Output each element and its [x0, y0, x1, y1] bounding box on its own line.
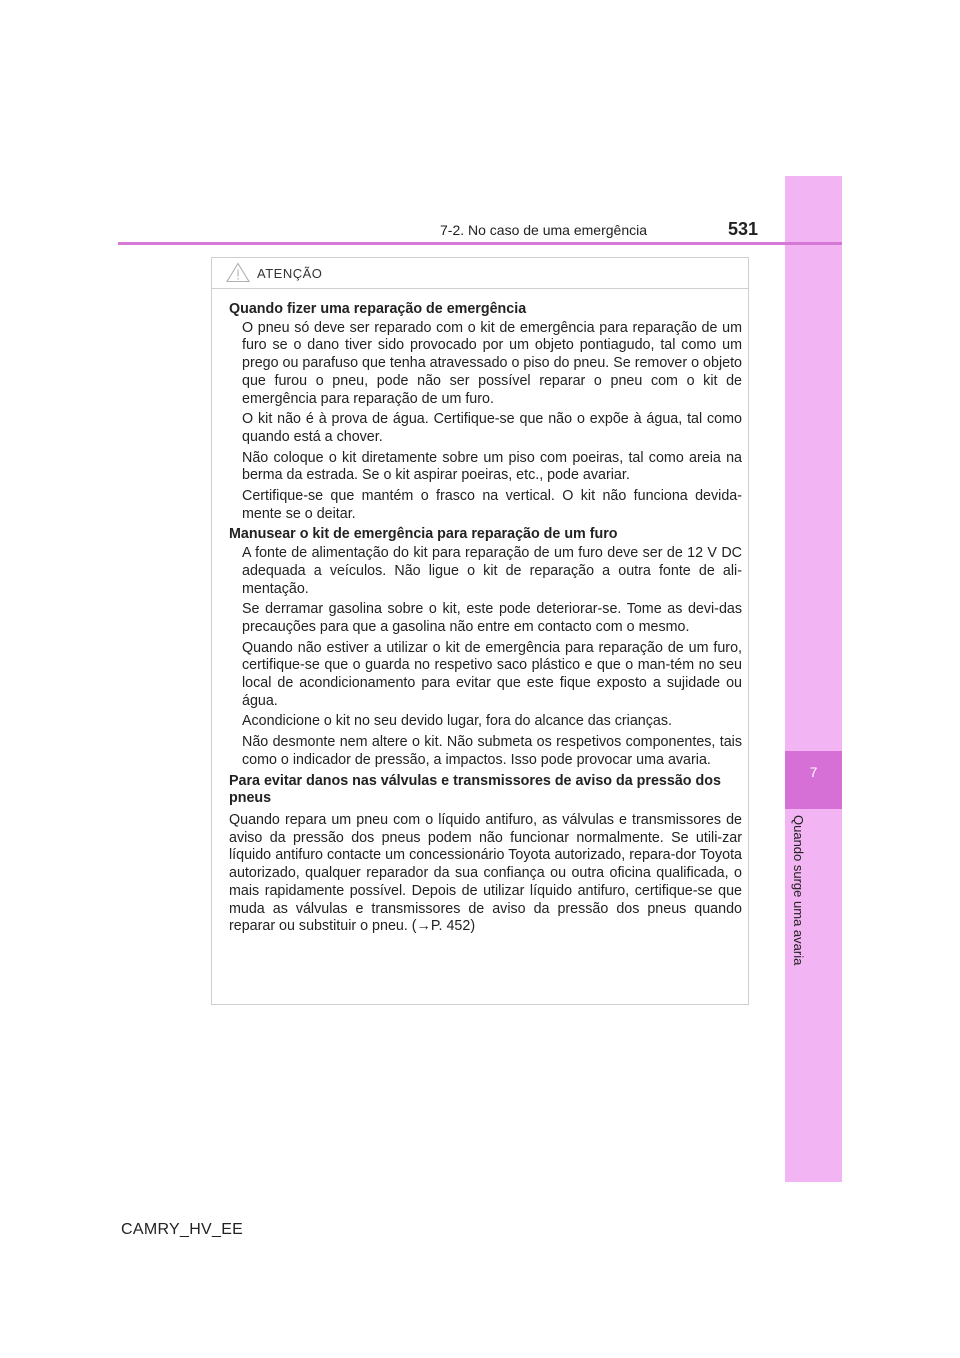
list-item: Acondicione o kit no seu devido lugar, fora do alcance das crianças. — [242, 713, 672, 730]
chapter-number-box — [785, 751, 842, 809]
section-heading: Quando fizer uma reparação de emergência — [229, 301, 527, 317]
header-divider — [118, 242, 842, 245]
list-item: Se derramar gasolina sobre o kit, este pode deteriorar-se. Tome as devi-das precauções para que a gasolina não entre em contacto com o mesmo. — [242, 601, 742, 635]
chapter-side-tab — [785, 176, 842, 1182]
warning-header — [212, 258, 748, 289]
section-heading: Manusear o kit de emergência para reparação de um furo — [229, 526, 618, 543]
warning-body — [212, 289, 748, 936]
model-code: CAMRY_HV_EE — [121, 1221, 244, 1238]
warning-title: ATENÇÃO — [257, 266, 323, 281]
page-number: 531 — [728, 219, 759, 239]
list-item: Não desmonte nem altere o kit. Não submeta os respetivos componentes, tais como o indicador de pressão, a impactos. Isso pode provocar uma avaria. — [242, 734, 742, 768]
section-title: 7-2. No caso de uma emergência — [440, 222, 647, 238]
list-item: O pneu só deve ser reparado com o kit de emergência para reparação de um furo se o dano tiver sido provocado por um objeto pontiagudo, tal como um prego ou parafuso que tenha atravessado o piso do pneu. Se remover o objeto que furou o pneu, pode não ser possível reparar o pneu com o kit de emergência para reparação de um furo. — [242, 319, 742, 407]
list-item: Certifique-se que mantém o frasco na vertical. O kit não funciona devida-mente se o deitar. — [242, 488, 742, 522]
list-item: O kit não é à prova de água. Certifique-se que não o expõe à água, tal como quando está a chover. — [242, 411, 742, 445]
warning-triangle-icon — [226, 262, 250, 283]
chapter-label: Quando surge uma avaria — [791, 815, 806, 966]
section-heading: Para evitar danos nas válvulas e transmissores de aviso da pressão dos pneus — [229, 772, 721, 807]
list-item: A fonte de alimentação do kit para reparação de um furo deve ser de 12 V DC adequada a veículos. Não ligue o kit de reparação a outra fonte de ali-mentação. — [242, 545, 742, 597]
chapter-number: 7 — [809, 764, 818, 780]
section-paragraph: Quando repara um pneu com o líquido antifuro, as válvulas e transmissores de aviso da pressão dos pneus podem não funcionar normalmente. Se utili-zar líquido antifuro contacte um concessionário Toyota autorizado, repara-dor Toyota autorizado, qualquer reparador da sua confiança ou outra oficina qualificada, o mais rapidamente possível. Depois de utilizar líquido antifuro, certifique-se que muda as válvulas e transmissores de aviso da pressão dos pneus quando reparar ou substituir o pneu. (→P. 452) — [229, 811, 742, 935]
warning-box — [211, 257, 749, 1005]
list-item: Quando não estiver a utilizar o kit de emergência para reparação de um furo, certifique-se que o guarda no respetivo saco plástico e que o man-tém no seu local de acondicionamento para evitar que este fique exposto a sujidade ou água. — [242, 639, 742, 709]
list-item: Não coloque o kit diretamente sobre um piso com poeiras, tal como areia na berma da estrada. Se o kit aspirar poeiras, etc., pode avariar. — [242, 449, 742, 484]
